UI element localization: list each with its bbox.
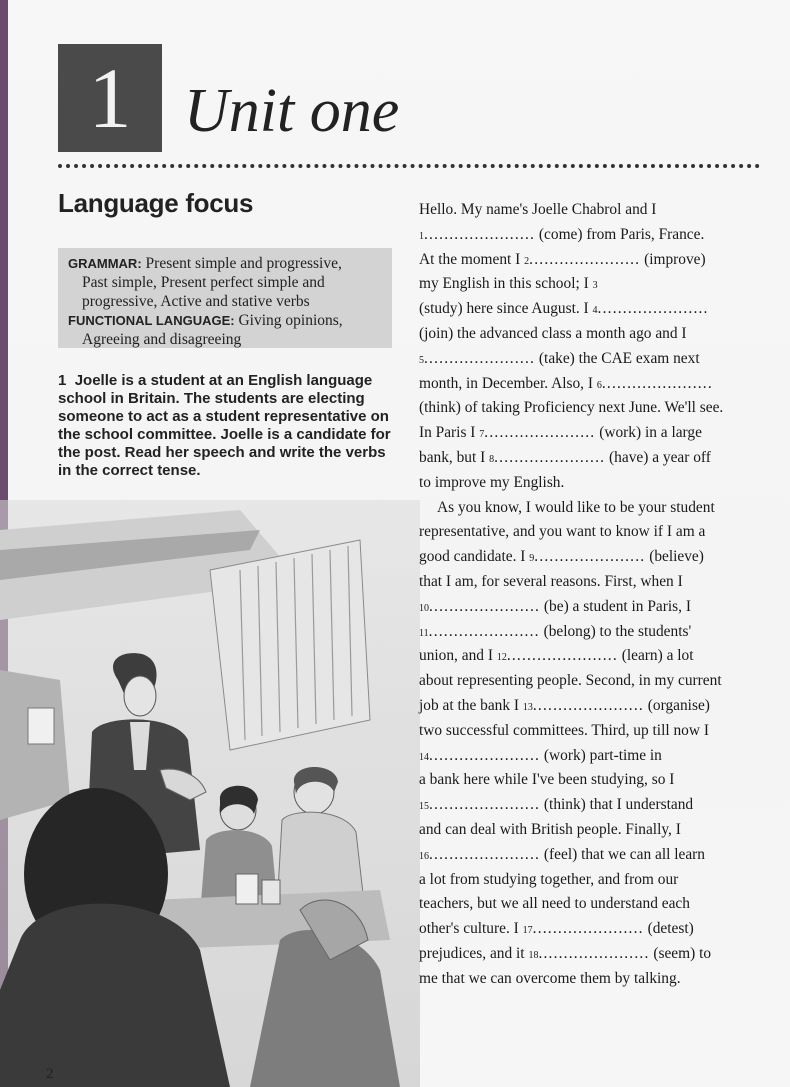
text: month, in December. Also, I (419, 374, 593, 392)
text-line: my English in this school; I 3 (419, 272, 764, 297)
text-line (419, 322, 764, 347)
verb-prompt: (seem) to (653, 944, 712, 962)
text: union, and I (419, 647, 493, 665)
gap-dots[interactable]: ...................... (424, 349, 536, 367)
functional-line (68, 311, 382, 330)
grammar-line: progressive, Active and stative verbs (82, 293, 310, 310)
gap-dots[interactable]: ...................... (429, 796, 541, 814)
gap-dots[interactable]: ...................... (538, 944, 650, 962)
grammar-text: Present simple and progressive, (145, 255, 342, 272)
verb-prompt: (learn) a lot (621, 647, 694, 665)
text-line (419, 818, 764, 843)
text-line: month, in December. Also, I 6 ...................... (419, 372, 764, 397)
text: Hello. My name's Joelle Chabrol and I (419, 201, 657, 218)
gap-dots[interactable]: ...................... (506, 647, 618, 665)
text-line: other's culture. I 17 ...................... (detest) (419, 917, 764, 942)
text-line (419, 892, 764, 917)
verb-prompt: (join) the advanced class a month ago and I (419, 324, 687, 342)
text-line (419, 520, 764, 545)
dotted-divider (58, 164, 760, 168)
text-line (419, 669, 764, 694)
text: me that we can overcome them by talking. (419, 969, 681, 987)
verb-prompt: (belong) to the students' (543, 622, 692, 640)
functional-line: Agreeing and disagreeing (82, 331, 242, 348)
verb-prompt: (think) of taking Proficiency next June. We'll see. (419, 399, 724, 417)
text-line (419, 396, 764, 421)
text-line (419, 496, 764, 521)
text-line: 10 ...................... (be) a student in Paris, I (419, 595, 764, 620)
text-line (419, 868, 764, 893)
verb-prompt: (believe) (649, 548, 704, 566)
gap-dots[interactable]: ...................... (601, 374, 713, 392)
functional-text: Giving opinions, (238, 312, 343, 329)
grammar-summary-box (58, 248, 392, 348)
gap-dots[interactable]: ...................... (429, 597, 541, 615)
grammar-label: GRAMMAR: (68, 256, 142, 271)
text-line: union, and I 12 ...................... (learn) a lot (419, 644, 764, 669)
gap-dots[interactable]: ...................... (484, 424, 596, 442)
verb-prompt: (feel) that we can all learn (543, 845, 705, 863)
text: that I am, for several reasons. First, when I (419, 572, 683, 590)
gap-dots[interactable]: ...................... (597, 300, 709, 318)
text-line: (study) here since August. I 4 ...................... (419, 297, 764, 322)
text-line: prejudices, and it 18 ...................... (seem) to (419, 942, 764, 967)
text: and can deal with British people. Finally, I (419, 820, 681, 838)
verb-prompt: (detest) (647, 920, 694, 938)
text-line: 14 ...................... (work) part-time in (419, 744, 764, 769)
text-line: job at the bank I 13 ...................... (organise) (419, 694, 764, 719)
text: other's culture. I (419, 920, 519, 938)
text-line: 11 ...................... (belong) to the students' (419, 620, 764, 645)
text-line: 1 ...................... (come) from Paris, France. (419, 223, 764, 248)
section-heading: Language focus (58, 188, 254, 218)
text: bank, but I (419, 448, 486, 466)
verb-prompt: (take) the CAE exam next (538, 349, 700, 367)
verb-prompt: (be) a student in Paris, I (543, 597, 691, 615)
text: As you know, I would like to be your student (437, 498, 715, 516)
text-line: bank, but I 8 ...................... (have) a year off (419, 446, 764, 471)
verb-prompt: (organise) (647, 696, 710, 714)
exercise-number: 1 (58, 372, 67, 389)
text-line: 5 ...................... (take) the CAE exam next (419, 347, 764, 372)
grammar-line: Past simple, Present perfect simple and (82, 274, 325, 291)
text-line (419, 471, 764, 496)
text: good candidate. I (419, 548, 526, 566)
speech-text (419, 198, 764, 992)
text-line (419, 719, 764, 744)
gap-dots[interactable]: ...................... (429, 845, 541, 863)
verb-prompt: (work) part-time in (543, 746, 662, 764)
verb-prompt: (have) a year off (609, 448, 711, 466)
gap-dots[interactable]: ...................... (494, 448, 606, 466)
text: two successful committees. Third, up till now I (419, 721, 709, 739)
text: a bank here while I've been studying, so I (419, 771, 675, 789)
text: to improve my English. (419, 473, 565, 491)
gap-dots[interactable]: ...................... (532, 920, 644, 938)
text-line: good candidate. I 9 ...................... (believe) (419, 545, 764, 570)
verb-prompt: (work) in a large (599, 424, 702, 442)
verb-prompt: (improve) (644, 250, 706, 268)
text: job at the bank I (419, 696, 520, 714)
text-line (419, 768, 764, 793)
classroom-illustration (0, 470, 420, 1087)
gap-dots[interactable]: ...................... (529, 250, 641, 268)
text: teachers, but we all need to understand each (419, 895, 690, 913)
text-line: At the moment I 2 ...................... (improve) (419, 248, 764, 273)
verb-prompt: (come) from Paris, France. (538, 225, 705, 243)
grammar-line (68, 254, 382, 273)
verb-prompt: (study) here since August. I (419, 300, 589, 318)
gap-dots[interactable]: ...................... (429, 746, 541, 764)
unit-title: Unit one (184, 77, 400, 145)
exercise-text: Joelle is a student at an English language school in Britain. The students are electing someone to act as a student representative on the school committee. Joelle is a candidate for the post. Read her speech and write the verbs in the correct tense. (58, 372, 391, 479)
text-line: 15 ...................... (think) that I understand (419, 793, 764, 818)
gap-dots[interactable]: ...................... (532, 696, 644, 714)
unit-number-box: 1 (58, 44, 162, 152)
gap-dots[interactable]: ...................... (424, 225, 536, 243)
text-line: 16 ...................... (feel) that we can all learn (419, 843, 764, 868)
text-line (419, 198, 764, 223)
gap-dots[interactable]: ...................... (428, 622, 540, 640)
text: At the moment I (419, 250, 521, 268)
text: prejudices, and it (419, 944, 525, 962)
text-line: In Paris I 7 ...................... (work) in a large (419, 421, 764, 446)
text: representative, and you want to know if I am a (419, 523, 706, 541)
text: a lot from studying together, and from our (419, 870, 679, 888)
text-line (419, 570, 764, 595)
gap-dots[interactable]: ...................... (534, 548, 646, 566)
text-line (419, 967, 764, 992)
text: my English in this school; I (419, 275, 589, 293)
functional-label: FUNCTIONAL LANGUAGE: (68, 313, 235, 328)
verb-prompt: (think) that I understand (543, 796, 694, 814)
text: In Paris I (419, 424, 476, 442)
page-number: 2 (46, 1066, 54, 1082)
exercise-instructions (58, 372, 392, 480)
text: about representing people. Second, in my current (419, 672, 722, 690)
